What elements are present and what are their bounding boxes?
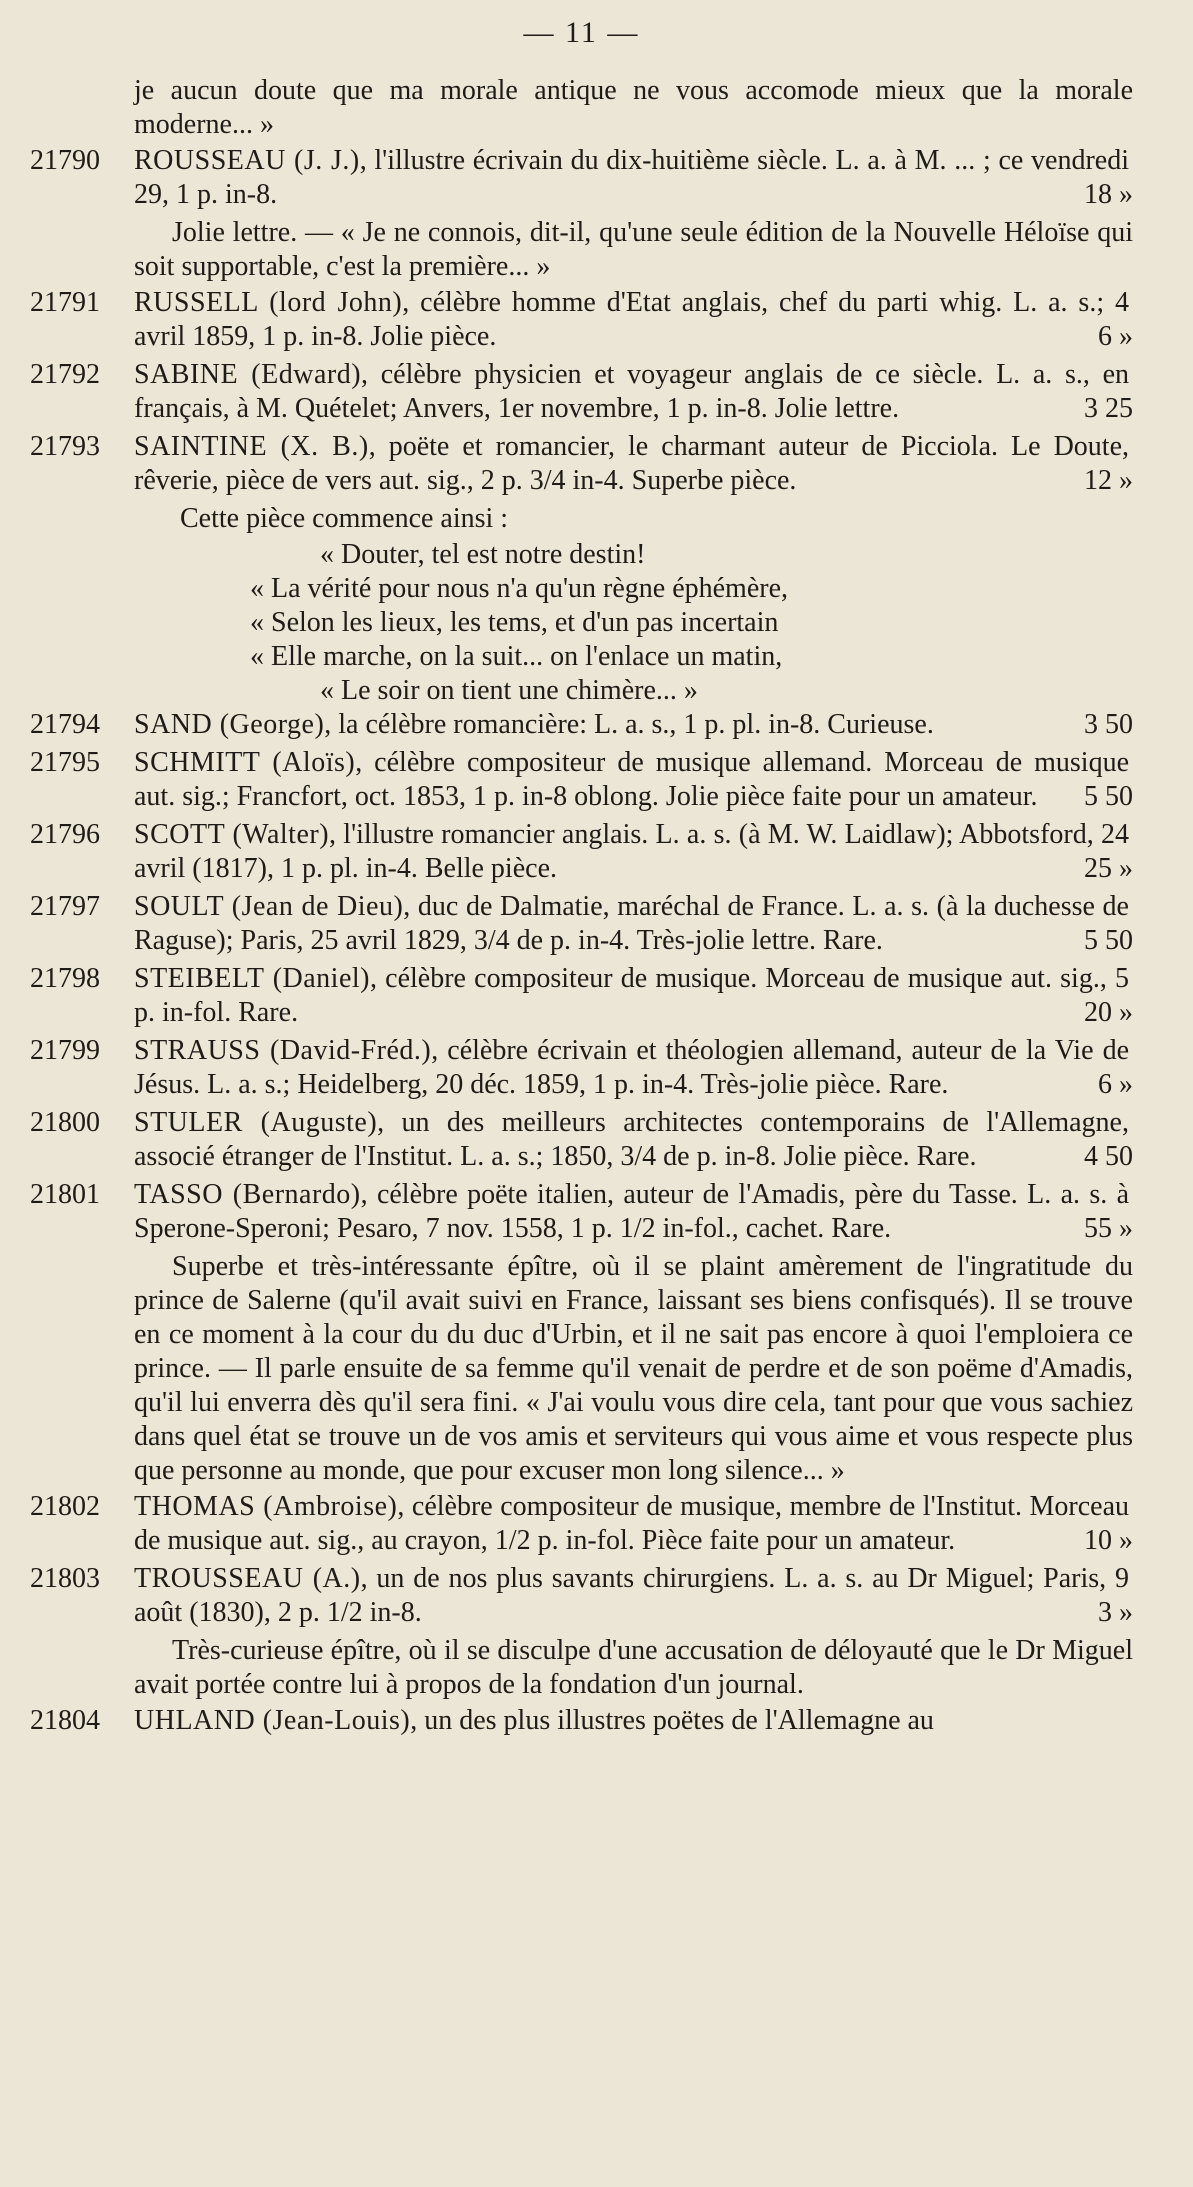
entry-description: , célèbre compositeur de musique, membre de l'Institut. Morceau de musique aut. sig., au crayon, 1/2 p. in-fol. Pièce faite pour un amateur. bbox=[134, 1491, 1130, 1556]
entry-description: , duc de Dalmatie, maréchal de France. L. a. s. (à la duchesse de Raguse); Paris, 25 avril 1829, 3/4 de p. in-4. Très-jolie lettre. Rare. bbox=[134, 891, 1129, 956]
price: 3 50 bbox=[1084, 709, 1133, 740]
continuation-text bbox=[30, 74, 1133, 142]
price: 12 » bbox=[1084, 465, 1133, 496]
author-name: STEIBELT (Daniel) bbox=[134, 963, 370, 994]
entry-description: , célèbre poëte italien, auteur de l'Amadis, père du Tasse. L. a. s. à Sperone-Speroni; Pesaro, 7 nov. 1558, 1 p. 1/2 in-fol., cachet. Rare. bbox=[134, 1179, 1129, 1244]
entry-body bbox=[134, 1178, 1133, 1246]
price: 18 » bbox=[1084, 179, 1133, 210]
lot-number: 21795 bbox=[30, 747, 100, 778]
entry-body bbox=[134, 1106, 1133, 1174]
price: 6 » bbox=[1098, 321, 1133, 352]
entry-body bbox=[134, 286, 1133, 354]
catalogue-entry bbox=[30, 746, 1133, 814]
lot-number: 21796 bbox=[30, 819, 100, 850]
lot-number: 21792 bbox=[30, 359, 100, 390]
price: 5 50 bbox=[1084, 925, 1133, 956]
lot-number: 21800 bbox=[30, 1107, 100, 1138]
continuation-line: la morale moderne... » bbox=[134, 75, 1133, 140]
entry-body bbox=[134, 890, 1133, 958]
lot-number: 21802 bbox=[30, 1491, 100, 1522]
lot-number: 21804 bbox=[30, 1705, 100, 1736]
author-name: STRAUSS (David-Fréd.) bbox=[134, 1035, 432, 1066]
entry-body bbox=[134, 144, 1133, 212]
entry-note: Jolie lettre. — « Je ne connois, dit-il, qu'une seule édition de la Nouvelle Héloïse qui soit supportable, c'est la première... » bbox=[134, 217, 1133, 282]
entry-description: , célèbre homme d'Etat anglais, chef du parti whig. L. a. s.; 4 avril 1859, 1 p. in-8. Jolie pièce. bbox=[134, 287, 1129, 352]
verse-line: « Selon les lieux, les tems, et d'un pas incertain bbox=[250, 607, 779, 638]
lot-number: 21801 bbox=[30, 1179, 100, 1210]
author-name: STULER (Auguste) bbox=[134, 1107, 378, 1138]
author-name: SABINE (Edward) bbox=[134, 359, 362, 390]
catalogue-entry bbox=[30, 430, 1133, 498]
price: 3 25 bbox=[1084, 393, 1133, 424]
entry-description: , célèbre physicien et voyageur anglais de ce siècle. L. a. s., en français, à M. Quételet; Anvers, 1er novembre, 1 p. in-8. Jolie lettre. bbox=[134, 359, 1129, 424]
continuation-line: je aucun doute que ma morale antique ne vous accomode mieux que bbox=[134, 75, 1003, 106]
entry-description: , célèbre compositeur de musique allemand. Morceau de musique aut. sig.; Francfort, oct. 1853, 1 p. in-8 oblong. Jolie pièce faite pour un amateur. bbox=[134, 747, 1129, 812]
lot-number: 21803 bbox=[30, 1563, 100, 1594]
verse-line: « Douter, tel est notre destin! bbox=[320, 539, 646, 570]
entry-description: , l'illustre romancier anglais. L. a. s. (à M. W. Laidlaw); Abbotsford, 24 avril (1817), 1 p. pl. in-4. Belle pièce. bbox=[134, 819, 1129, 884]
entry-body bbox=[134, 1490, 1133, 1558]
lot-number: 21794 bbox=[30, 709, 100, 740]
lot-number: 21797 bbox=[30, 891, 100, 922]
entry-body bbox=[134, 818, 1133, 886]
entry-description: , un des meilleurs architectes contemporains de l'Allemagne, associé étranger de l'Institut. L. a. s.; 1850, 3/4 de p. in-8. Jolie pièce. Rare. bbox=[134, 1107, 1129, 1172]
lot-number: 21799 bbox=[30, 1035, 100, 1066]
entry-description: , l'illustre écrivain du dix-huitième siècle. L. a. à M. ... ; ce vendredi 29, 1 p. in-8. bbox=[134, 145, 1129, 210]
catalogue-entry bbox=[30, 1034, 1133, 1102]
lot-number: 21798 bbox=[30, 963, 100, 994]
author-name: SCOTT (Walter) bbox=[134, 819, 330, 850]
author-name: SAND (George) bbox=[134, 709, 325, 740]
entry-body bbox=[134, 1034, 1133, 1102]
lot-number: 21791 bbox=[30, 287, 100, 318]
catalogue-entry bbox=[30, 1106, 1133, 1174]
entry-body bbox=[134, 1704, 1133, 1738]
catalogue-entry bbox=[30, 1704, 1133, 1738]
catalogue-entry bbox=[30, 962, 1133, 1030]
verse-line: « Le soir on tient une chimère... » bbox=[320, 675, 698, 706]
author-name: RUSSELL (lord John) bbox=[134, 287, 403, 318]
entry-description: , la célèbre romancière: L. a. s., 1 p. pl. in-8. Curieuse. bbox=[324, 709, 934, 740]
entry-note: Très-curieuse épître, où il se disculpe d'une accusation de déloyauté que le Dr Miguel avait portée contre lui à propos de la fondation d'un journal. bbox=[134, 1635, 1133, 1700]
author-name: SAINTINE (X. B.) bbox=[134, 431, 369, 462]
catalogue-entry bbox=[30, 1490, 1133, 1558]
catalogue-entry bbox=[30, 890, 1133, 958]
price: 55 » bbox=[1084, 1213, 1133, 1244]
author-name: SCHMITT (Aloïs) bbox=[134, 747, 356, 778]
entry-description: , célèbre compositeur de musique. Morceau de musique aut. sig., 5 p. in-fol. Rare. bbox=[134, 963, 1129, 1028]
lot-number: 21790 bbox=[30, 145, 100, 176]
catalogue-entry bbox=[30, 818, 1133, 886]
author-name: UHLAND (Jean-Louis) bbox=[134, 1705, 411, 1736]
entry-description: , un de nos plus savants chirurgiens. L. a. s. au Dr Miguel; Paris, 9 août (1830), 2 p. 1/2 in-8. bbox=[134, 1563, 1130, 1628]
author-name: TROUSSEAU (A.) bbox=[134, 1563, 361, 1594]
catalogue-entry bbox=[30, 286, 1133, 354]
entry-body bbox=[134, 430, 1133, 498]
author-name: ROUSSEAU (J. J.) bbox=[134, 145, 360, 176]
price: 20 » bbox=[1084, 997, 1133, 1028]
entry-body bbox=[134, 962, 1133, 1030]
entry-description: , célèbre écrivain et théologien allemand, auteur de la Vie de Jésus. L. a. s.; Heidelberg, 20 déc. 1859, 1 p. in-4. Très-jolie pièce. Rare. bbox=[134, 1035, 1129, 1100]
page-number: — 11 — bbox=[523, 16, 640, 49]
catalogue-entry bbox=[30, 358, 1133, 426]
lot-number: 21793 bbox=[30, 431, 100, 462]
entry-body bbox=[134, 358, 1133, 426]
price: 6 » bbox=[1098, 1069, 1133, 1100]
catalogue-entry bbox=[30, 144, 1133, 212]
entry-body bbox=[134, 1562, 1133, 1630]
catalogue-entry bbox=[30, 1562, 1133, 1630]
entry-body bbox=[134, 746, 1133, 814]
entry-description: , un des plus illustres poëtes de l'Allemagne au bbox=[410, 1705, 934, 1736]
author-name: THOMAS (Ambroise) bbox=[134, 1491, 398, 1522]
verse-line: « La vérité pour nous n'a qu'un règne éphémère, bbox=[250, 573, 789, 604]
verse-line: « Elle marche, on la suit... on l'enlace un matin, bbox=[250, 641, 783, 672]
entry-description: , poëte et romancier, le charmant auteur de Picciola. Le Doute, rêverie, pièce de vers aut. sig., 2 p. 3/4 in-4. Superbe pièce. bbox=[134, 431, 1130, 496]
author-name: SOULT (Jean de Dieu) bbox=[134, 891, 404, 922]
note-intro: Cette pièce commence ainsi : bbox=[180, 503, 509, 534]
price: 4 50 bbox=[1084, 1141, 1133, 1172]
price: 5 50 bbox=[1084, 781, 1133, 812]
price: 25 » bbox=[1084, 853, 1133, 884]
entry-body bbox=[134, 708, 1133, 742]
price: 10 » bbox=[1084, 1525, 1133, 1556]
entry-note: Superbe et très-intéressante épître, où il se plaint amèrement de l'ingratitude du prince de Salerne (qu'il avait suivi en France, laissant ses biens confisqués). Il se trouve en ce moment à la cour du du duc d'Urbin, et il ne sait pas encore à quoi l'emploiera ce prince. — Il parle ensuite de sa femme qu'il venait de perdre et de son poëme d'Amadis, qu'il lui enverra dès qu'il sera fini. « J'ai voulu vous dire cela, tant pour que vous sachiez dans quel état se trouve un de vos amis et serviteurs qui vous aime et vous respecte plus que personne au monde, que pour excuser mon long silence... » bbox=[134, 1251, 1133, 1486]
author-name: TASSO (Bernardo) bbox=[134, 1179, 361, 1210]
catalogue-entry bbox=[30, 708, 1133, 742]
price: 3 » bbox=[1098, 1597, 1133, 1628]
catalogue-entry bbox=[30, 1178, 1133, 1246]
catalogue-content bbox=[30, 74, 1133, 1738]
